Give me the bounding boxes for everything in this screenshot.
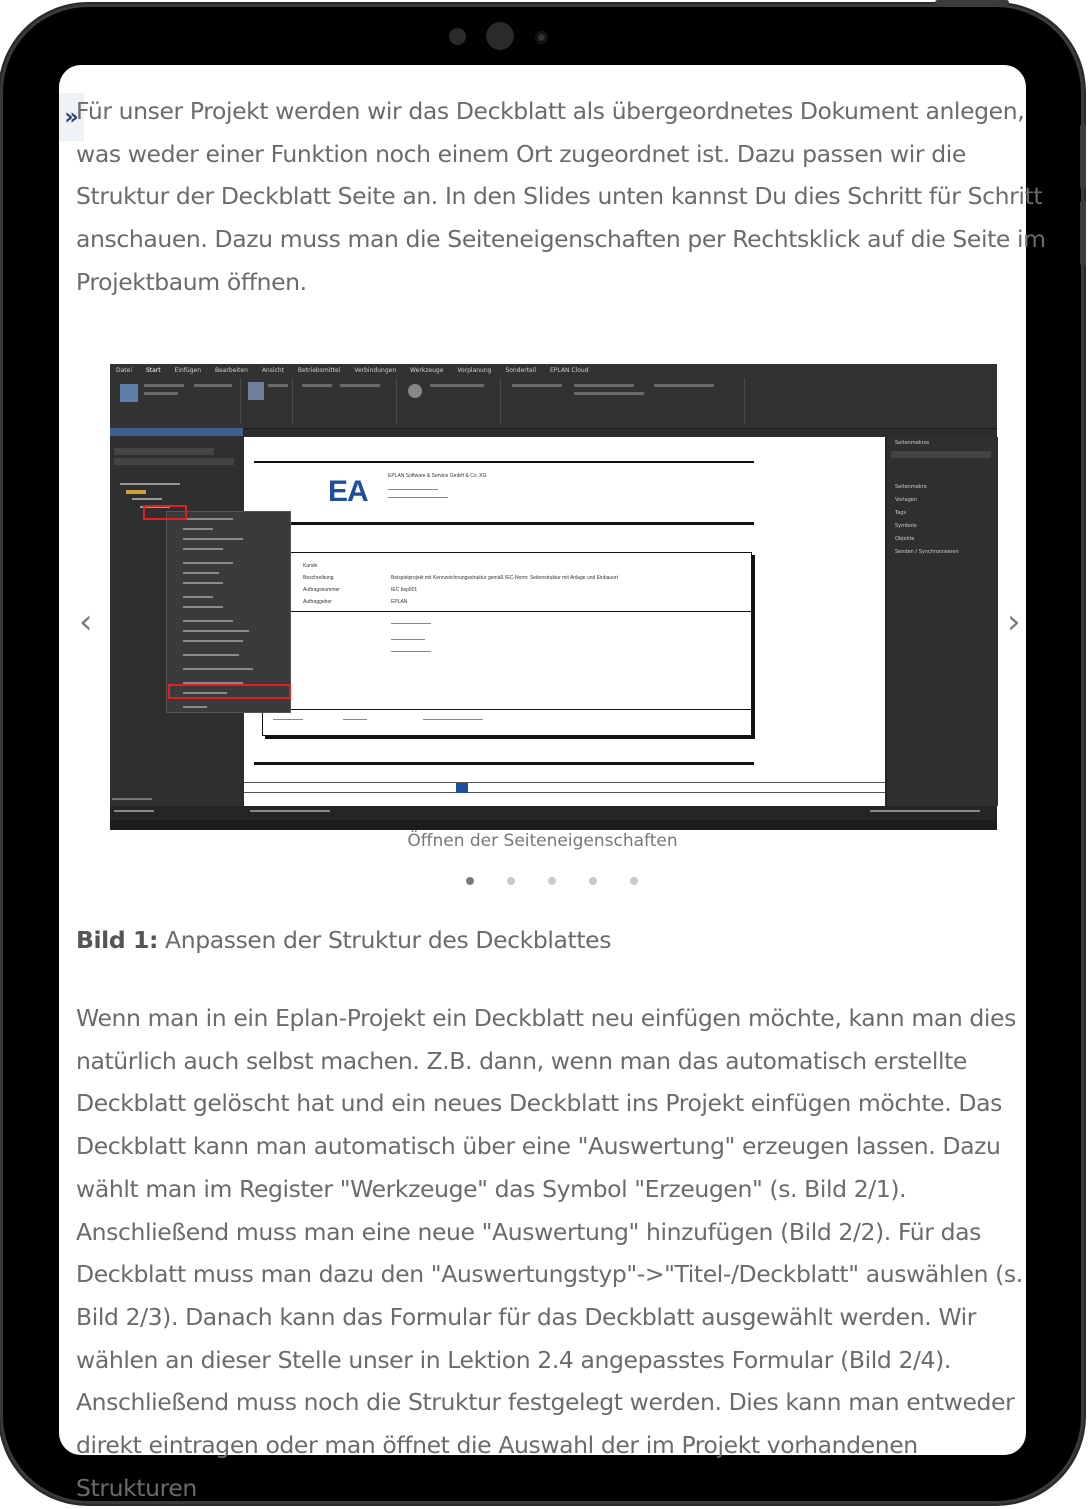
right-panel-title: Seitenmakros (895, 440, 930, 446)
volume-button (1080, 200, 1086, 266)
slide-caption: Öffnen der Seiteneigenschaften (407, 831, 678, 851)
highlight-selected-page (143, 505, 187, 520)
title-block (262, 552, 752, 736)
slider-next-button[interactable]: › (1007, 602, 1021, 642)
power-button (1080, 124, 1086, 190)
field-label: Auftragsnummer (303, 587, 340, 593)
eplan-menubar (116, 367, 601, 374)
top-button (935, 0, 1009, 5)
slider-prev-button[interactable]: ‹ (79, 602, 93, 642)
screen (59, 65, 1046, 1502)
right-panel-item: Vorlagen (895, 497, 918, 503)
eplan-menu-item: Werkzeuge (410, 367, 444, 374)
tablet-frame (0, 4, 1084, 1504)
right-panel-item: Senden / Synchronisieren (895, 549, 959, 555)
ea-logo: EA (328, 475, 368, 508)
ribbon-group (114, 378, 241, 424)
sensor-dot-left (449, 28, 466, 45)
slider-dot[interactable] (548, 877, 556, 885)
sidebar-toggle-button[interactable]: » (59, 93, 84, 141)
eplan-menu-item: Bearbeiten (214, 367, 248, 374)
eplan-menu-item: Start (145, 367, 161, 374)
sensor-dot-right (535, 31, 548, 44)
ribbon-group (244, 378, 293, 424)
eplan-menu-item: Vorplanung (457, 367, 492, 374)
slider-dot[interactable] (466, 877, 474, 885)
context-menu (166, 511, 291, 713)
slider-dot[interactable] (507, 877, 515, 885)
eplan-right-panel (886, 437, 998, 806)
eplan-menu-item: Sonderteil (505, 367, 537, 374)
field-value: EPLAN (391, 599, 408, 605)
eplan-menu-item: Verbindungen (354, 367, 397, 374)
highlight-properties-item (168, 684, 291, 699)
ribbon-group (504, 378, 745, 424)
eplan-menu-item: Datei (116, 367, 133, 374)
eplan-menu-item: Ansicht (261, 367, 284, 374)
figure-label-text: Anpassen der Struktur des Deckblattes (157, 926, 612, 954)
field-value: Beispielprojekt mit Kennzeichnungsstruktur gemäß IEC-Norm: Seitenstruktur mit Anlage und Einbauort (391, 575, 619, 581)
right-panel-item: Tags (895, 510, 907, 516)
eplan-statusbar (110, 806, 997, 830)
ribbon-group (296, 378, 397, 424)
eplan-ribbon (110, 364, 997, 429)
ea-logo-small (456, 783, 468, 793)
slider-dots (466, 877, 638, 885)
body-paragraph: Wenn man in ein Eplan-Projekt ein Deckblatt neu einfügen möchte, kann man dies natürlich auch selbst machen. Z.B. dann, wenn man das automatisch erstellte Deckblatt gelöscht hat und ein neues Deckblatt ins Projekt einfügen möchte. Das Deckblatt kann man automatisch über eine "Auswertung" erzeugen lassen. Dazu wählt man im Register "Werkzeuge" das Symbol "Erzeugen" (s. Bild 2/1). Anschließend muss man eine neue "Auswertung" hinzufügen (Bild 2/2). Für das Deckblatt muss man dazu den "Auswertungstyp"->"Titel-/Deckblatt" auswählen (s. Bild 2/3). Danach kann das Formular für das Deckblatt ausgewählt werden. Wir wählen an dieser Stelle unser in Lektion 2.4 angepasstes Formular (Bild 2/4). Anschließend muss noch die Struktur festgelegt werden. Dies kann man entweder direkt eintragen oder man öffnet die Auswahl der im Projekt vorhandenen Strukturen (76, 1004, 1023, 1502)
eplan-cover-page (244, 437, 885, 806)
ribbon-group (400, 378, 501, 424)
field-value: IEC bsp001 (391, 587, 418, 593)
company-name: EPLAN Software & Service GmbH & Co. KG (388, 473, 487, 479)
right-panel-item: Seitenmakro (895, 484, 927, 490)
field-label: Auftraggeber (303, 599, 332, 605)
right-panel-item: Symbole (895, 523, 917, 529)
slider-dot[interactable] (589, 877, 597, 885)
intro-paragraph: Für unser Projekt werden wir das Deckblatt als übergeordnetes Dokument anlegen, was weder einer Funktion noch einem Ort zugeordnet ist. Dazu passen wir die Struktur der Deckblatt Seite an. In den Slides unten kannst Du dies Schritt für Schritt anschauen. Dazu muss man die Seiteneigenschaften per Rechtsklick auf die Seite im Projektbaum öffnen. (76, 97, 1046, 296)
eplan-menu-item: Einfügen (174, 367, 202, 374)
figure-label (76, 926, 611, 954)
eplan-menu-item: Betriebsmittel (297, 367, 341, 374)
field-label: Beschreibung (303, 575, 334, 581)
eplan-menu-item: EPLAN Cloud (549, 367, 589, 374)
slide-screenshot (110, 364, 997, 830)
right-panel-item: Objekte (895, 536, 915, 542)
front-camera (486, 22, 514, 50)
field-label: Kunde (303, 563, 318, 569)
figure-label-number: Bild 1: (76, 926, 158, 954)
slider-dot[interactable] (630, 877, 638, 885)
